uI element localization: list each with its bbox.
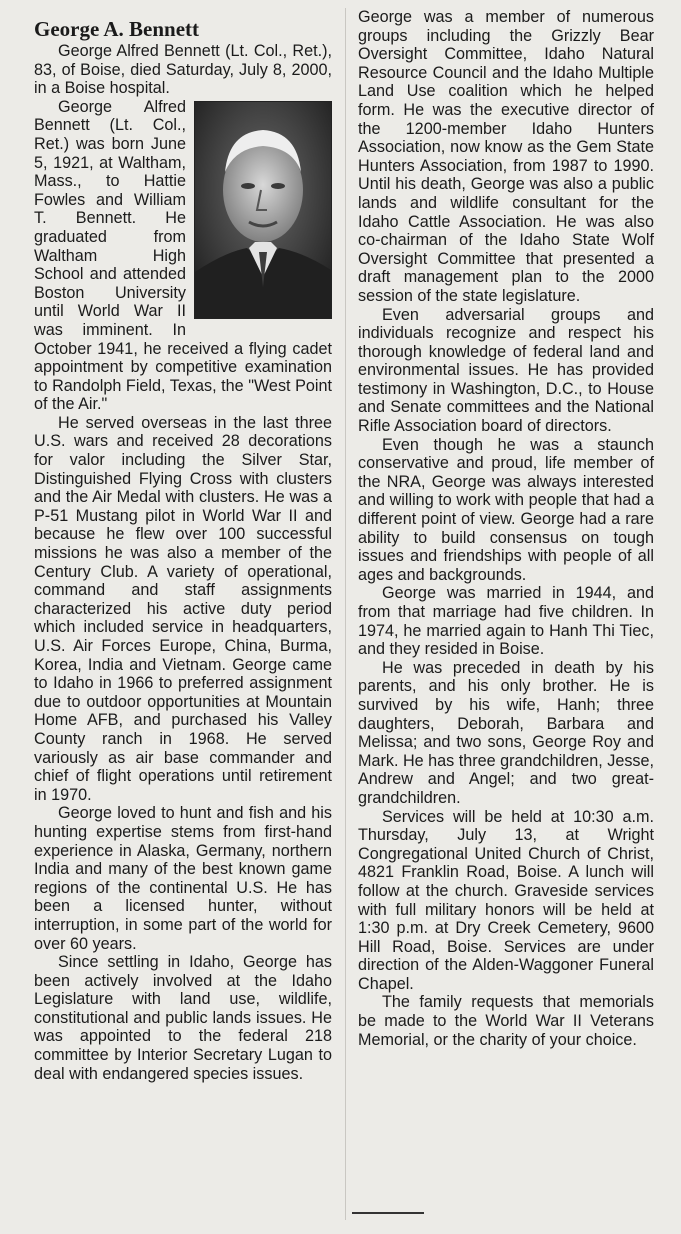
- portrait-photo: [194, 101, 332, 319]
- services-paragraph: Services will be held at 10:30 a.m. Thursday, July 13, at Wright Congregational United Church of Christ, 4821 Franklin Road, Boise. A lunch will follow at the church. Graveside services with full military honors will be held at 1:30 p.m. at Dry Creek Cemetery, 9600 Hill Road, Boise. Services are under direction of the Alden-Waggoner Funeral Chapel.: [358, 807, 654, 993]
- right-column: [358, 0, 654, 1049]
- intro-paragraph: George Alfred Bennett (Lt. Col., Ret.), 83, of Boise, died Saturday, July 8, 2000, in a Boise hospital.: [34, 42, 332, 98]
- column-divider: [345, 8, 346, 1220]
- marriage-paragraph: George was married in 1944, and from that marriage had five children. In 1974, he married again to Hanh Thi Tiec, and they resided in Boise.: [358, 584, 654, 659]
- birth-paragraph: George Alfred Bennett (Lt. Col., Ret.) was born June 5, 1921, at Waltham, Mass., to Hattie Fowles and William T. Bennett. He graduated from Waltham High School and attended Boston University until World War II was imminent. In October 1941, he received a flying cadet appointment by competitive examination to Randolph Field, Texas, the "West Point of the Air.": [34, 97, 332, 414]
- groups-paragraph: George was a member of numerous groups including the Grizzly Bear Oversight Committee, Idaho Natural Resource Council and the Idaho Multiple Land Use coalition which he helped form. He was the executive director of the 1200-member Idaho Hunters Association, now know as the Gem State Hunters Association, from 1987 to 1990. Until his death, George was also a public lands and wildlife consultant for the Idaho Cattle Association. He was also co-chairman of the Idaho State Wolf Oversight Committee that presented a draft management plan to the 2000 session of the state legislature.: [358, 8, 654, 305]
- survivors-paragraph: He was preceded in death by his parents, and his only brother. He is survived by his wife, Hanh; three daughters, Deborah, Barbara and Melissa; and two sons, George Roy and Mark. He has three grandchildren, Jesse, Andrew and Angel; and two great-grandchildren.: [358, 658, 655, 807]
- memorials-paragraph: The family requests that memorials be made to the World War II Veterans Memorial, or the charity of your choice.: [358, 993, 654, 1049]
- consensus-paragraph: Even though he was a staunch conservative and proud, life member of the NRA, George was always interested and willing to work with people that had a different point of view. George had a rare ability to build consensus on tough issues and friendships with people of all ages and backgrounds.: [358, 435, 654, 584]
- military-paragraph: He served overseas in the last three U.S. wars and received 28 decorations for valor including the Silver Star, Distinguished Flying Cross with clusters and the Air Medal with clusters. He was a P-51 Mustang pilot in World War II and because he flew over 100 successful missions he was also a member of the Century Club. A variety of operational, command and staff assignments characterized his active duty period which included service in headquarters, U.S. Air Forces Europe, China, Burma, Korea, India and Vietnam. George came to Idaho in 1966 to preferred assignment due to outdoor opportunities at Mountain Home AFB, and purchased his Valley County ranch in 1968. He served variously as air base commander and chief of flight operations until retirement in 1970.: [34, 413, 332, 804]
- idaho-paragraph: Since settling in Idaho, George has been actively involved at the Idaho Legislature with land use, wildlife, constitutional and public lands issues. He was appointed to the federal 218 committee by Interior Secretary Lugan to deal with endangered species issues.: [34, 953, 332, 1083]
- testimony-paragraph: Even adversarial groups and individuals recognize and respect his thorough knowledge of federal land and environmental issues. He has provided testimony in Washington, D.C., to House and Senate committees and the National Rifle Association board of directors.: [358, 305, 654, 436]
- hunting-paragraph: George loved to hunt and fish and his hunting expertise stems from first-hand experience in Alaska, Germany, northern India and many of the best known game regions of the continental U.S. He has been a licensed hunter, without interruption, in some part of the world for over 60 years.: [34, 804, 332, 953]
- left-column: [34, 0, 332, 1083]
- obituary-headline: George A. Bennett: [34, 17, 200, 41]
- end-rule: [352, 1212, 424, 1214]
